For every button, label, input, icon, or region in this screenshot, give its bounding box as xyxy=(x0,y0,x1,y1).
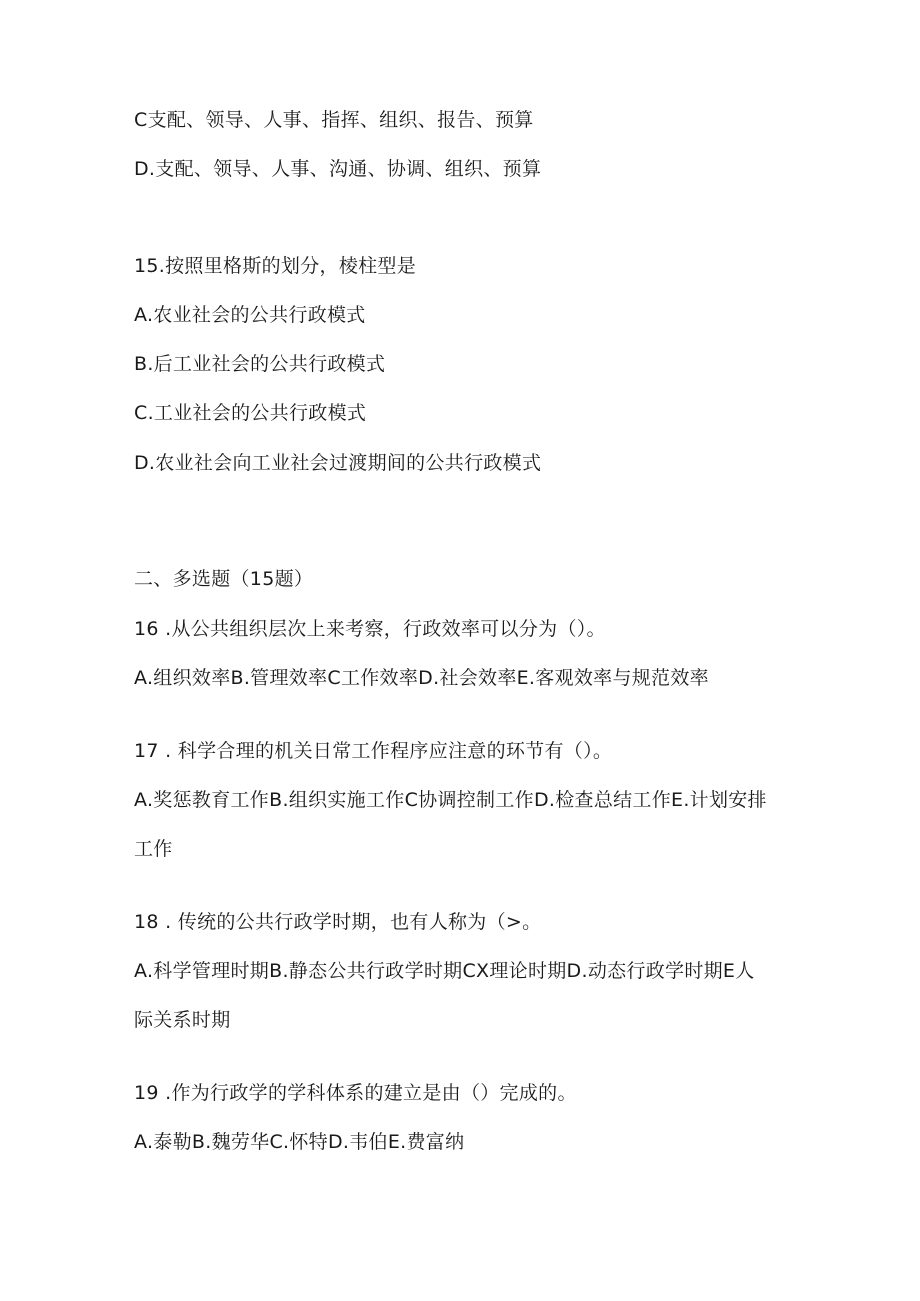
option-b-q15: B.后工业社会的公共行政模式 xyxy=(134,353,386,375)
question-17: 17 . 科学合理的机关日常工作程序应注意的环节有（）。 xyxy=(134,740,613,762)
option-a-q15: A.农业社会的公共行政模式 xyxy=(134,304,366,326)
question-16: 16 .从公共组织层次上来考察，行政效率可以分为（）。 xyxy=(134,618,606,640)
option-d-q15: D.农业社会向工业社会过渡期间的公共行政模式 xyxy=(134,452,542,474)
question-15: 15.按照里格斯的划分，棱柱型是 xyxy=(134,255,417,277)
option-c-q14: C支配、领导、人事、指挥、组织、报告、预算 xyxy=(134,109,534,131)
option-c-q15: C.工业社会的公共行政模式 xyxy=(134,402,367,424)
options-q17: A.奖惩教育工作B.组织实施工作C协调控制工作D.检查总结工作E.计划安排 xyxy=(134,789,767,811)
options-q19: A.泰勒B.魏劳华C.怀特D.韦伯E.费富纳 xyxy=(134,1131,465,1153)
option-d-q14: D.支配、领导、人事、沟通、协调、组织、预算 xyxy=(134,158,542,180)
section-heading-multiple-choice: 二、多选题（15题） xyxy=(134,568,314,590)
options-q17-continued: 工作 xyxy=(134,838,173,860)
options-q16: A.组织效率B.管理效率C工作效率D.社会效率E.客观效率与规范效率 xyxy=(134,667,709,689)
options-q18: A.科学管理时期B.静态公共行政学时期CX理论时期D.动态行政学时期E人 xyxy=(134,960,755,982)
options-q18-continued: 际关系时期 xyxy=(134,1009,231,1031)
question-19: 19 .作为行政学的学科体系的建立是由（）完成的。 xyxy=(134,1082,577,1104)
question-18: 18 . 传统的公共行政学时期，也有人称为（>。 xyxy=(134,911,542,933)
